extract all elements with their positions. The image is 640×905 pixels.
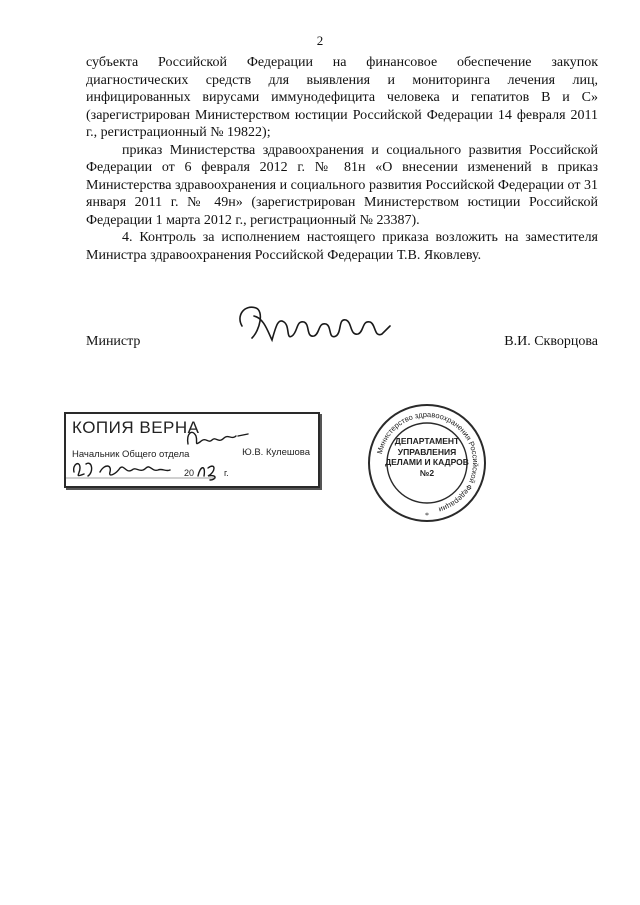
signatory-role: Министр	[86, 334, 141, 349]
round-seal-line-2: УПРАВЛЕНИЯ	[397, 446, 457, 457]
copy-stamp-position: Начальник Общего отдела	[72, 449, 190, 460]
copy-stamp-handwriting	[66, 414, 318, 486]
svg-text:г.: г.	[224, 468, 229, 478]
copy-certified-stamp	[64, 412, 320, 488]
round-seal-line-1: ДЕПАРТАМЕНТ	[394, 436, 460, 446]
page-number: 2	[316, 33, 324, 48]
paragraph-1: субъекта Российской Федерации на финансовое обеспечение закупок диагностических средств для выявления и мониторинга лечения лиц, инфицированных вирусами иммунодефицита человека и гепатитов В и С» (зарегистрирован Министерством юстиции Российской Федерации 14 февраля 2011 г., регистрационный № 19822);	[86, 55, 598, 140]
svg-text:*: *	[425, 511, 429, 520]
signatory-name: В.И. Скворцова	[504, 334, 598, 349]
copy-stamp-title: КОПИЯ ВЕРНА	[72, 418, 200, 437]
copy-stamp-name: Ю.В. Кулешова	[242, 447, 310, 458]
round-seal-ring-text: Министерство здравоохранения Российской Федерации	[374, 409, 481, 515]
handwritten-signature	[234, 296, 404, 356]
document-body	[86, 54, 598, 264]
round-seal-line-3: ДЕЛАМИ И КАДРОВ	[385, 457, 469, 467]
paragraph-2: приказ Министерства здравоохранения и социального развития Российской Федерации от 6 февраля 2012 г. № 81н «О внесении изменений в приказ Министерства здравоохранения и социального развития Российской Федерации от 31 января 2011 г. № 49н» (зарегистрирован Министерством юстиции Российской Федерации 1 марта 2012 г., регистрационный № 23387).	[86, 142, 598, 228]
round-seal-line-4: №2	[419, 467, 435, 478]
paragraph-3: 4. Контроль за исполнением настоящего приказа возложить на заместителя Министра здравоохранения Российской Федерации Т.В. Яковлеву.	[86, 230, 598, 263]
round-seal-center	[366, 402, 488, 524]
svg-text:20: 20	[184, 468, 195, 478]
